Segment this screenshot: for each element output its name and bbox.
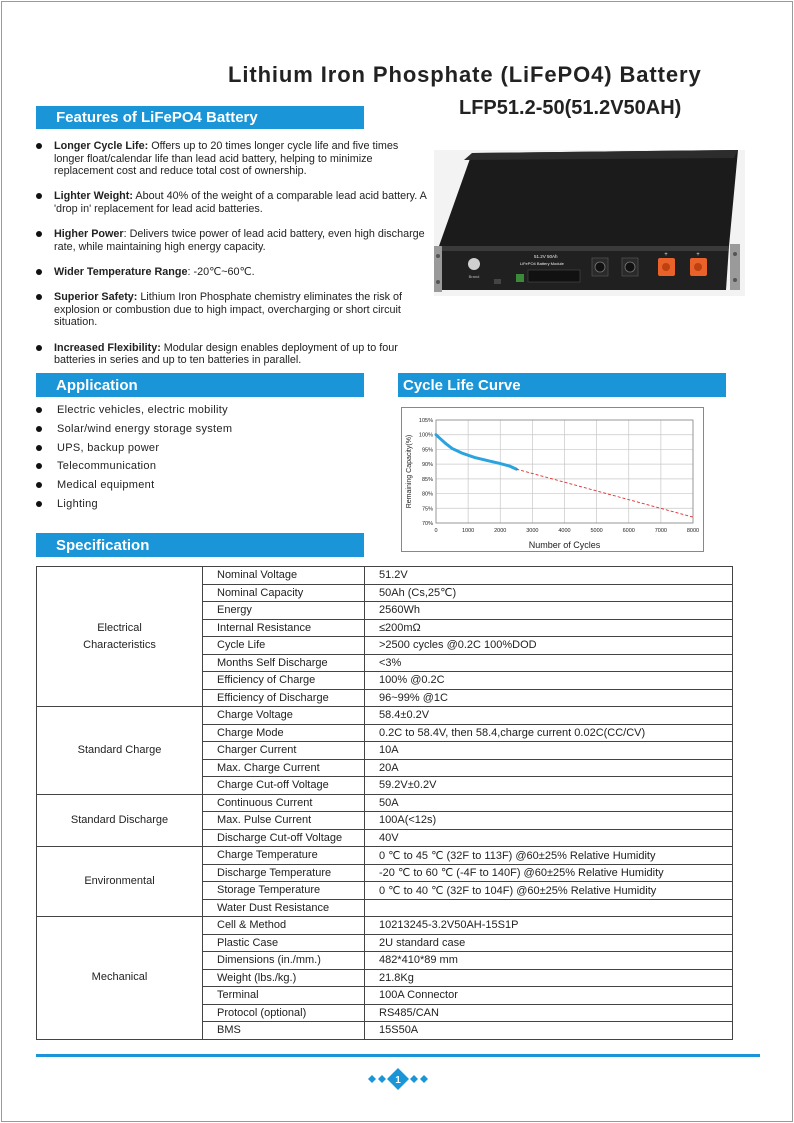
spec-value: 2U standard case [365,934,733,952]
spec-parameter: Internal Resistance [203,619,365,637]
spec-row [37,567,733,585]
spec-parameter: Charge Voltage [203,707,365,725]
spec-parameter: Charge Cut-off Voltage [203,777,365,795]
cycle-life-chart-frame [401,407,704,552]
spec-value: 59.2V±0.2V [365,777,733,795]
spec-value: 15S50A [365,1022,733,1040]
y-tick-label: 95% [421,447,433,454]
spec-parameter: Efficiency of Charge [203,672,365,690]
application-item: Medical equipment [36,479,232,498]
spec-value: 21.8Kg [365,969,733,987]
y-tick-label: 100% [418,432,433,439]
feature-text: Lithium Iron Phosphate chemistry eliminates the risk of explosion or combustion due to high impact, overcharging or short circuit situation. [54,291,403,329]
feature-item [36,228,428,253]
feature-text: : -20℃~60℃. [187,265,255,278]
footer-divider [36,1054,760,1057]
x-tick-label: 4000 [558,528,571,534]
spec-parameter: Months Self Discharge [203,654,365,672]
spec-row [37,917,733,935]
cycle-life-heading-text: Cycle Life Curve [403,376,521,394]
spec-parameter: Weight (lbs./kg.) [203,969,365,987]
spec-category: Mechanical [37,917,203,1040]
feature-item [36,190,428,215]
spec-parameter: Water Dust Resistance [203,899,365,917]
spec-category: Environmental [37,847,203,917]
spec-parameter: Continuous Current [203,794,365,812]
y-tick-label: 80% [421,491,433,498]
feature-name: Lighter Weight: [54,190,133,203]
x-tick-label: 0 [434,528,438,534]
spec-value: 51.2V [365,567,733,585]
x-tick-label: 7000 [654,528,667,534]
spec-value: 10A [365,742,733,760]
model-number: LFP51.2-50(51.2V50AH) [459,97,682,119]
spec-parameter: Max. Pulse Current [203,812,365,830]
x-tick-label: 2000 [494,528,507,534]
spec-category: Standard Discharge [37,794,203,847]
feature-text: About 40% of the weight of a comparable lead acid battery. A 'drop in' replacement for lead acid batteries. [54,190,427,215]
pager-dot-2 [378,1075,386,1083]
spec-category: Electrical Characteristics [37,567,203,707]
spec-row [37,847,733,865]
spec-parameter: Max. Charge Current [203,759,365,777]
x-tick-label: 6000 [622,528,635,534]
application-item: Telecommunication [36,460,232,479]
y-tick-label: 85% [421,476,433,483]
x-tick-label: 5000 [590,528,603,534]
spec-value: 40V [365,829,733,847]
feature-item [36,342,428,367]
y-axis-label: Remaining Capacity(%) [406,434,413,509]
spec-value: 0.2C to 58.4V, then 58.4,charge current 0.02C(CC/CV) [365,724,733,742]
spec-parameter: Charge Mode [203,724,365,742]
y-tick-label: 70% [421,521,433,527]
spec-value: <3% [365,654,733,672]
application-item: UPS, backup power [36,442,232,461]
spec-value: 20A [365,759,733,777]
spec-value: 96~99% @1C [365,689,733,707]
spec-parameter: Discharge Cut-off Voltage [203,829,365,847]
pager-dot-1 [368,1075,376,1083]
svg-text:+: + [696,252,700,258]
features-heading-text: Features of LiFePO4 Battery [56,109,258,126]
specification-heading-text: Specification [56,536,150,554]
spec-value: 0 ℃ to 45 ℃ (32F to 113F) @60±25% Relative Humidity [365,847,733,865]
x-tick-label: 8000 [686,528,700,534]
spec-parameter: Nominal Capacity [203,584,365,602]
cycle-life-heading [398,373,726,397]
feature-name: Wider Temperature Range [54,265,188,278]
feature-name: Superior Safety: [54,291,138,304]
spec-value: ≤200mΩ [365,619,733,637]
cycle-life-projection-line [516,469,693,517]
spec-row [37,707,733,725]
spec-parameter: Discharge Temperature [203,864,365,882]
feature-item [36,266,428,279]
spec-value: -20 ℃ to 60 ℃ (-4F to 140F) @60±25% Relative Humidity [365,864,733,882]
document-title: Lithium Iron Phosphate (LiFePO4) Battery [228,62,702,87]
spec-value: 0 ℃ to 40 ℃ (32F to 104F) @60±25% Relative Humidity [365,882,733,900]
spec-parameter: Efficiency of Discharge [203,689,365,707]
spec-parameter: Terminal [203,987,365,1005]
spec-parameter: Cell & Method [203,917,365,935]
spec-value: 50A [365,794,733,812]
application-item: Solar/wind energy storage system [36,423,232,442]
specification-heading [36,533,364,557]
spec-parameter: Charge Temperature [203,847,365,865]
spec-parameter: Cycle Life [203,637,365,655]
product-label-line2: LiFePO4 Battery Module [520,261,564,266]
application-item: Lighting [36,498,232,517]
battery-product-photo [434,150,745,296]
spec-value: >2500 cycles @0.2C 100%DOD [365,637,733,655]
pager-dot-4 [410,1075,418,1083]
spec-value: 10213245-3.2V50AH-15S1P [365,917,733,935]
x-axis-label: Number of Cycles [528,540,601,550]
spec-value: 58.4±0.2V [365,707,733,725]
features-list [36,140,428,379]
spec-parameter: Nominal Voltage [203,567,365,585]
cycle-life-chart [402,408,705,553]
pager-dot-5 [420,1075,428,1083]
spec-parameter: Protocol (optional) [203,1004,365,1022]
x-tick-label: 1000 [462,528,475,534]
spec-parameter: Storage Temperature [203,882,365,900]
product-label-line1: 51.2V 50Ah [534,254,558,259]
spec-value: RS485/CAN [365,1004,733,1022]
feature-name: Higher Power [54,228,124,241]
spec-value: 100% @0.2C [365,672,733,690]
page-number: 1 [395,1075,401,1086]
feature-item [36,140,428,178]
spec-parameter: Dimensions (in./mm.) [203,952,365,970]
product-brand-text: Brand [468,274,480,279]
feature-name: Longer Cycle Life: [54,140,149,152]
spec-value: 100A(<12s) [365,812,733,830]
feature-name: Increased Flexibility: [54,341,161,354]
spec-parameter: BMS [203,1022,365,1040]
y-tick-label: 90% [421,462,433,469]
application-item: Electric vehicles, electric mobility [36,404,232,423]
spec-parameter: Energy [203,602,365,620]
page-indicator [364,1068,432,1090]
spec-row [37,794,733,812]
svg-text:+: + [664,252,668,258]
y-tick-label: 105% [418,418,433,424]
feature-text: : Delivers twice power of lead acid battery, even high discharge rate, while maintaining high energy capacity. [54,228,425,253]
application-heading-text: Application [56,376,138,394]
spec-value: 50Ah (Cs,25℃) [365,584,733,602]
feature-item [36,291,428,329]
x-tick-label: 3000 [526,528,539,534]
feature-text: Offers up to 20 times longer cycle life and five times longer float/calendar life than lead acid battery, helping to minimize replacement cost and reduce total cost of ownership. [54,140,399,178]
spec-value: 482*410*89 mm [365,952,733,970]
spec-value: 100A Connector [365,987,733,1005]
application-list [36,404,232,517]
y-tick-label: 75% [421,506,433,513]
feature-text: Modular design enables deployment of up to four batteries in series and up to ten batteries in parallel. [54,341,398,367]
spec-value: 2560Wh [365,602,733,620]
application-heading [36,373,364,397]
spec-parameter: Charger Current [203,742,365,760]
features-heading [36,106,364,129]
spec-category: Standard Charge [37,707,203,795]
specification-table [36,566,733,1040]
spec-value [365,899,733,917]
spec-parameter: Plastic Case [203,934,365,952]
